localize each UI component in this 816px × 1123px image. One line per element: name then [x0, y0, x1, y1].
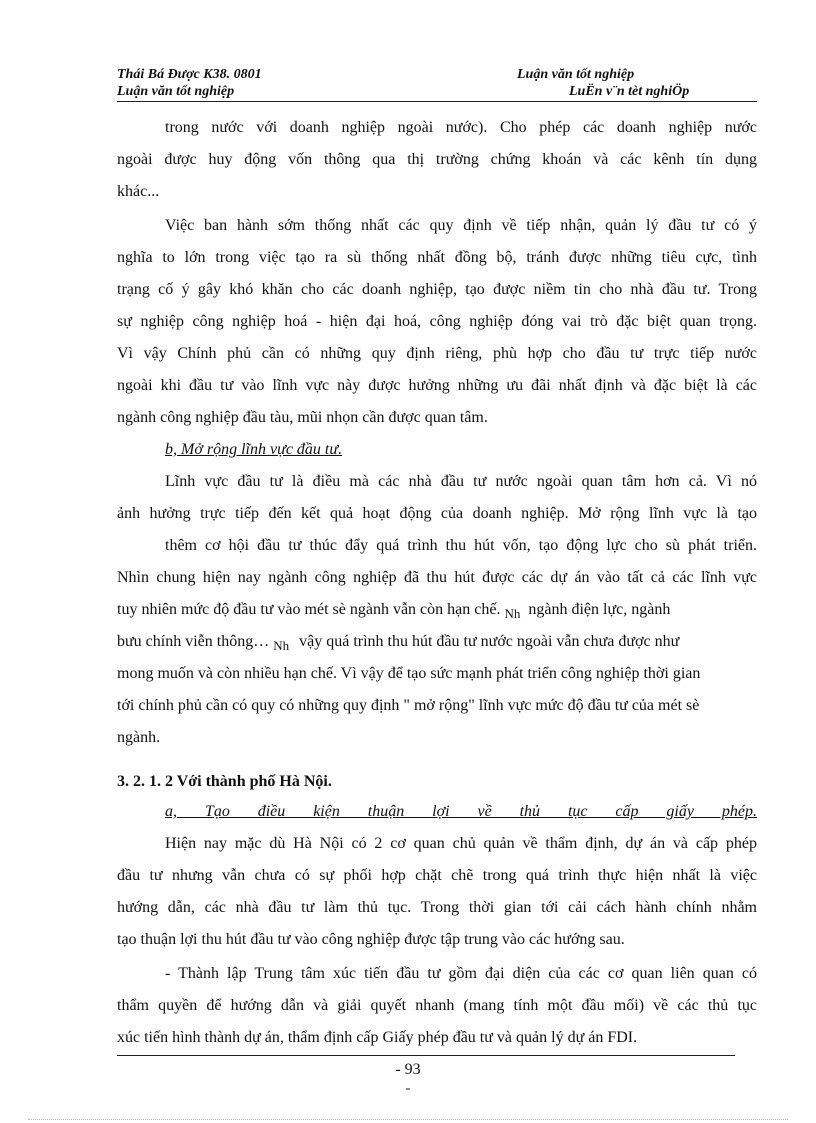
inline-small-nh: Nh	[273, 638, 290, 653]
subheading-b	[117, 439, 805, 461]
text-line: đầu tư nhưng vẫn chưa có sự phối hợp chặt chẽ trong quá trình thực hiện nhất là việc	[117, 867, 757, 884]
header-title: Luận văn tốt nghiệp	[517, 67, 635, 82]
text-line: hướng dẫn, các nhà đầu tư làm thủ tục. Trong thời gian tới cải cách hành chính nhằm	[117, 899, 757, 916]
text-line: ngoài được huy động vốn thông qua thị trường chứng khoán và các kênh tín dụng	[117, 151, 757, 168]
text-line: ảnh hưởng trực tiếp đến kết quả hoạt động của doanh nghiệp. Mở rộng lĩnh vực là tạo	[117, 505, 757, 522]
text-line: Việc ban hành sớm thống nhất các quy định về tiếp nhận, quản lý đầu tư có ý	[165, 217, 757, 234]
text-line-mixed	[117, 599, 757, 621]
text-line: thêm cơ hội đầu tư thúc đẩy quá trình thu hút vốn, tạo động lực cho sù phát triển.	[165, 537, 757, 554]
header-row-2	[117, 84, 757, 102]
page-number-dash: -	[405, 1081, 411, 1096]
text-segment: vậy quá trình thu hút đầu tư nước ngoài vẫn chưa được như	[299, 633, 680, 650]
text-line: Hiện nay mặc dù Hà Nội có 2 cơ quan chủ quản về thẩm định, dự án và cấp phép	[165, 835, 757, 852]
header-title-duplicate: Luận văn tốt nghiệp	[117, 84, 235, 99]
text-line-mixed	[117, 631, 757, 653]
inline-small-nh: Nh	[504, 606, 521, 621]
text-segment: ngành điện lực, ngành	[528, 601, 671, 618]
text-line: mong muốn và còn nhiều hạn chế. Vì vậy để tạo sức mạnh phát triển công nghiệp thời gian	[117, 665, 701, 682]
text-line: ngành.	[117, 729, 161, 746]
footer-divider	[117, 1055, 735, 1056]
text-line: nghĩa to lớn trong việc tạo ra sù thống nhất đồng bộ, tránh được những tiêu cực, tình	[117, 249, 757, 266]
text-line: ngoài khi đầu tư vào lĩnh vực này được hưởng những ưu đãi nhất định và đặc biệt là các	[117, 377, 757, 394]
text-line: - Thành lập Trung tâm xúc tiến đầu tư gồm đại diện của các cơ quan liên quan có	[165, 965, 757, 982]
text-segment: bưu chính viễn thông…	[117, 633, 270, 650]
page-number: - 93	[395, 1061, 421, 1078]
text-line: ngành công nghiệp đầu tàu, mũi nhọn cần được quan tâm.	[117, 409, 488, 426]
text-line: xúc tiến hình thành dự án, thẩm định cấp Giấy phép đầu tư và quản lý dự án FDI.	[117, 1029, 638, 1046]
text-line: trong nước với doanh nghiệp ngoài nước). Cho phép các doanh nghiệp nước	[165, 119, 757, 136]
text-line: Lĩnh vực đầu tư là điều mà các nhà đầu tư nước ngoài quan tâm hơn cả. Vì nó	[165, 473, 757, 490]
text-line: thẩm quyền để hướng dẫn và giải quyết nhanh (mang tính một đầu mối) về các thủ tục	[117, 997, 757, 1014]
text-line: tới chính phủ cần có quy có những quy định " mở rộng" lĩnh vực mức độ đầu tư của mét sè	[117, 697, 700, 714]
text-segment: tuy nhiên mức độ đầu tư vào mét sè ngành vẫn còn hạn chế.	[117, 601, 501, 618]
text-line: tạo thuận lợi thu hút đầu tư vào công nghiệp được tập trung vào các hướng sau.	[117, 931, 625, 948]
subheading-a	[117, 801, 757, 823]
text-line: khác...	[117, 183, 160, 200]
subheading-b-text: b, Mở rộng lĩnh vực đầu tư.	[165, 441, 343, 458]
section-heading: 3. 2. 1. 2 Với thành phố Hà Nội.	[117, 773, 332, 790]
text-line: Vì vậy Chính phủ cần có những quy định riêng, phù hợp cho đầu tư trực tiếp nước	[117, 345, 757, 362]
text-line: Nhìn chung hiện nay ngành công nghiệp đã thu hút được các dự án vào tất cả các lĩnh vực	[117, 569, 757, 586]
header-author: Thái Bá Được K38. 0801	[117, 67, 262, 82]
header-garbled-title: LuËn v¨n tèt nghiÖp	[569, 84, 690, 99]
text-line: sự nghiệp công nghiệp hoá - hiện đại hoá, công nghiệp đóng vai trò đặc biệt quan trọng.	[117, 313, 757, 330]
subheading-a-text: a, Tạo điều kiện thuận lợi về thủ tục cấp giấy phép.	[165, 803, 757, 820]
page-bottom-border	[28, 1119, 788, 1120]
text-line: trạng cố ý gây khó khăn cho các doanh nghiệp, tạo được niềm tin cho nhà đầu tư. Trong	[117, 281, 757, 298]
